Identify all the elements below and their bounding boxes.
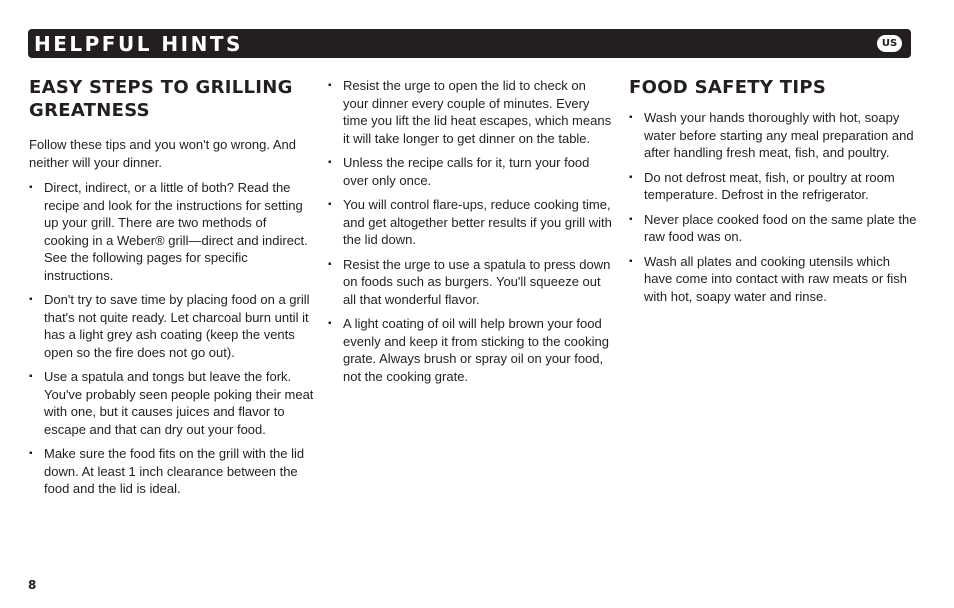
- column-easy-steps: [29, 76, 314, 505]
- tips-list-1: [29, 179, 314, 498]
- list-item-text: Wash your hands thoroughly with hot, soapy water before starting any meal preparation and after handling fresh meat, fish, and poultry.: [644, 110, 914, 160]
- page-title: HELPFUL HINTS: [34, 32, 243, 56]
- list-item: [328, 315, 614, 385]
- bullet-icon: ▪: [29, 182, 33, 193]
- safety-list: [629, 109, 919, 305]
- list-item-text: Resist the urge to open the lid to check on your dinner every couple of minutes. Every time you lift the lid heat escapes, which means it will take longer to get dinner on the table.: [343, 78, 612, 146]
- section-heading-easy-steps: [29, 76, 314, 122]
- bullet-icon: ▪: [629, 171, 633, 183]
- bullet-icon: ▪: [328, 258, 332, 270]
- list-item: [629, 253, 919, 306]
- list-item: [29, 445, 314, 498]
- heading-line-2: GREATNESS: [29, 100, 150, 121]
- heading-line-1: EASY STEPS TO GRILLING: [29, 77, 293, 98]
- bullet-icon: ▪: [629, 255, 633, 267]
- header-bar: [28, 29, 911, 58]
- list-item: [29, 291, 314, 361]
- list-item-text: Do not defrost meat, fish, or poultry at room temperature. Defrost in the refrigerator.: [644, 169, 895, 202]
- list-item-text: Use a spatula and tongs but leave the fork. You've probably seen people poking their meat with one, but it causes juices and flavor to escape and that can dry out your food.: [44, 369, 314, 437]
- intro-text: Follow these tips and you won't go wrong. And neither will your dinner.: [29, 137, 296, 170]
- list-item: [328, 77, 614, 147]
- bullet-icon: ▪: [29, 371, 33, 382]
- bullet-icon: ▪: [328, 318, 332, 329]
- bullet-icon: ▪: [629, 213, 633, 225]
- bullet-icon: ▪: [328, 199, 332, 210]
- region-badge: US: [877, 35, 902, 52]
- list-item-text: Make sure the food fits on the grill with the lid down. At least 1 inch clearance between the food and the lid is ideal.: [44, 446, 305, 496]
- list-item: [29, 179, 314, 284]
- bullet-icon: ▪: [29, 294, 33, 305]
- section-heading-food-safety: FOOD SAFETY TIPS: [629, 77, 827, 98]
- list-item: [29, 368, 314, 438]
- list-item-text: A light coating of oil will help brown your food evenly and keep it from sticking to the cooking grate. Always brush or spray oil on your food, not the cooking grate.: [343, 316, 609, 384]
- tips-list-2: [328, 77, 614, 385]
- list-item-text: Wash all plates and cooking utensils which have come into contact with raw meats or fish with hot, soapy water and rinse.: [644, 253, 908, 304]
- bullet-icon: ▪: [328, 157, 332, 168]
- list-item: [328, 154, 614, 189]
- column-food-safety: [629, 76, 919, 312]
- list-item: [629, 109, 919, 162]
- list-item: [629, 211, 919, 246]
- list-item-text: Unless the recipe calls for it, turn your food over only once.: [343, 155, 590, 188]
- column-more-steps: [328, 77, 614, 392]
- list-item: [629, 169, 919, 204]
- bullet-icon: ▪: [328, 80, 332, 91]
- list-item: [328, 256, 614, 309]
- bullet-icon: ▪: [29, 448, 33, 459]
- list-item-text: Direct, indirect, or a little of both? Read the recipe and look for the instructions for setting up your grill. There are two methods of cooking in a Weber® grill—direct and indirect. See the following pages for specific instructions.: [44, 180, 308, 283]
- list-item-text: Don't try to save time by placing food on a grill that's not quite ready. Let charcoal burn until it has a light grey ash coating (keep the vents open so the fire does not go out).: [44, 292, 310, 360]
- list-item-text: You will control flare-ups, reduce cooking time, and get altogether better results if you grill with the lid down.: [343, 197, 612, 247]
- bullet-icon: ▪: [629, 112, 633, 123]
- page-number: 8: [28, 578, 37, 592]
- list-item: [328, 196, 614, 249]
- list-item-text: Resist the urge to use a spatula to press down on foods such as burgers. You'll squeeze out all that wonderful flavor.: [343, 256, 611, 307]
- list-item-text: Never place cooked food on the same plate the raw food was on.: [644, 211, 917, 244]
